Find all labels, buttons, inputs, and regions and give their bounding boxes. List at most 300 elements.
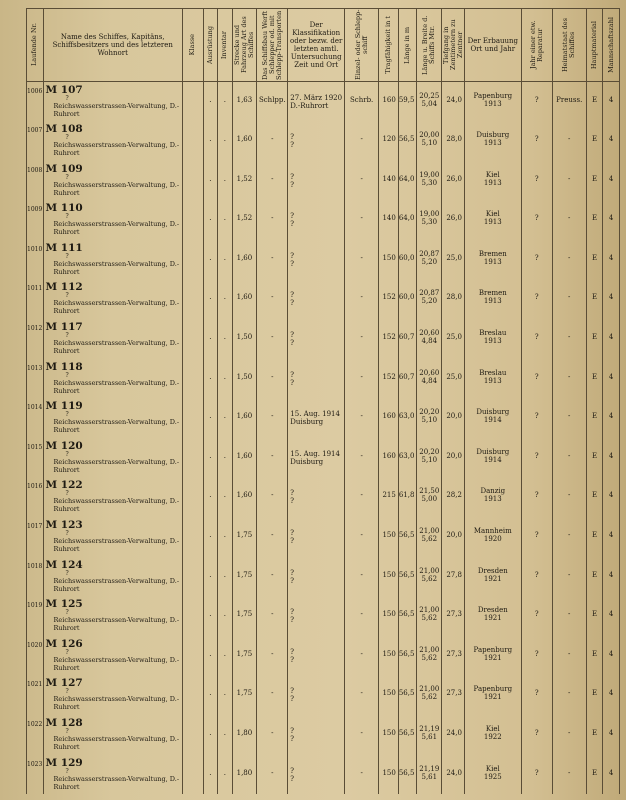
reparatur-value: ?: [534, 491, 539, 500]
header-nr: Laufende Nr.: [30, 23, 39, 67]
klassifikation-place: ?: [290, 537, 295, 546]
breite-value: 20,20: [419, 447, 440, 456]
art-value: -: [360, 372, 363, 381]
reparatur-value: ?: [534, 412, 539, 421]
inventar-value: .: [223, 451, 226, 460]
mannschaft-value: 4: [608, 451, 614, 460]
breite-value-2: 5,10: [421, 139, 438, 148]
header-strecke: Strecke und Fahrzeug Art des Schiffes: [232, 16, 255, 74]
heimat-value: -: [568, 451, 571, 460]
captain-name: ?: [65, 292, 69, 300]
owner-name: Reichswasserstrassen-Verwaltung, D.-Ruhrort: [53, 339, 180, 356]
breite-value: 21,00: [419, 527, 440, 536]
breite-value: 21,19: [419, 725, 440, 733]
tiefgang-value: 26,0: [446, 214, 462, 223]
breite-value: 20,00: [419, 131, 440, 140]
owner-name: Reichswasserstrassen-Verwaltung, D.-Ruhrort: [53, 220, 180, 237]
klassifikation-date: ?: [290, 489, 295, 498]
material-value: E: [591, 491, 598, 500]
tiefgang-value: 25,0: [446, 253, 462, 262]
material-value: E: [591, 649, 598, 658]
tragfaehigkeit-value: 150: [382, 570, 396, 579]
klassifikation-date: 27. März 1920: [290, 94, 343, 102]
breite-value-2: 5,62: [421, 614, 438, 623]
row-number: 1008: [27, 166, 43, 174]
reparatur-value: ?: [534, 253, 539, 262]
werft-value: Schlpp.: [258, 96, 286, 104]
reparatur-value: ?: [534, 214, 539, 223]
row-number: 1019: [27, 602, 43, 610]
ship-name: M 120: [45, 439, 83, 452]
heimat-value: -: [568, 293, 571, 302]
ship-name: M 129: [45, 756, 83, 769]
erbauung-jahr: 1922: [483, 733, 502, 741]
tiefgang-value: 24,0: [446, 768, 462, 777]
tiefgang-value: 27,8: [446, 570, 462, 579]
row-number: 1010: [27, 245, 43, 253]
owner-name: Reichswasserstrassen-Verwaltung, D.-Ruhrort: [53, 537, 180, 554]
mannschaft-value: 4: [608, 372, 614, 381]
reparatur-value: ?: [534, 689, 539, 698]
erbauung-jahr: 1913: [483, 376, 502, 385]
laenge-value: 56,5: [398, 610, 415, 619]
breite-value: 20,87: [419, 249, 440, 258]
inventar-value: .: [223, 412, 226, 421]
captain-name: ?: [65, 530, 69, 538]
ausruestung-value: .: [209, 491, 212, 500]
inventar-value: .: [223, 491, 226, 500]
table-row: [27, 279, 620, 319]
art-value: -: [360, 689, 363, 698]
tiefgang-value: 20,0: [446, 412, 462, 421]
material-value: E: [591, 729, 598, 737]
breite-value: 20,25: [419, 92, 440, 100]
klassifikation-place: ?: [290, 378, 295, 387]
tragfaehigkeit-value: 215: [382, 491, 396, 500]
inventar-value: .: [223, 135, 226, 144]
table-row: [27, 755, 620, 795]
mannschaft-value: 4: [608, 412, 614, 421]
breite-value-2: 5,62: [421, 535, 438, 544]
heimat-value: -: [568, 412, 571, 421]
art-value: -: [360, 174, 363, 183]
header-erbauung: Der Erbauung Ort und Jahr: [467, 37, 519, 53]
breite-value-2: 5,00: [421, 495, 438, 504]
laenge-value: 60,7: [398, 333, 415, 342]
tiefgang-value: 20,0: [446, 531, 462, 540]
breite-value-2: 4,84: [421, 337, 438, 346]
ship-name: M 126: [45, 637, 83, 650]
ausruestung-value: .: [209, 531, 212, 540]
erbauung-ort: Duisburg: [476, 408, 510, 417]
ausruestung-value: .: [209, 689, 212, 698]
werft-value: -: [271, 135, 274, 144]
tragfaehigkeit-value: 150: [382, 531, 396, 540]
heimat-value: -: [568, 174, 571, 183]
strecke-value: 1,52: [236, 174, 253, 183]
tiefgang-value: 24,0: [446, 729, 462, 737]
klassifikation-place: D.-Ruhrort: [290, 102, 329, 110]
ship-name: M 123: [45, 519, 83, 532]
header-laenge: Länge in m: [403, 26, 412, 64]
strecke-value: 1,75: [236, 570, 253, 579]
table-row: [27, 398, 620, 438]
table-row: [27, 161, 620, 201]
art-value: -: [360, 412, 363, 421]
breite-value: 19,00: [419, 170, 440, 179]
table-row: [27, 82, 620, 122]
tragfaehigkeit-value: 150: [382, 253, 396, 262]
heimat-value: -: [568, 570, 571, 579]
laenge-value: 56,5: [398, 570, 415, 579]
captain-name: ?: [65, 688, 69, 696]
tragfaehigkeit-value: 150: [382, 649, 396, 658]
werft-value: -: [271, 610, 274, 619]
reparatur-value: ?: [534, 293, 539, 302]
ship-name: M 117: [45, 321, 83, 334]
ausruestung-value: .: [209, 253, 212, 262]
ship-name: M 122: [45, 479, 83, 492]
ship-name: M 125: [45, 598, 83, 611]
row-number: 1020: [27, 641, 43, 649]
klassifikation-place: ?: [290, 655, 295, 664]
mannschaft-value: 4: [608, 174, 614, 183]
header-tragfaehigkeit: Tragfähigkeit in t: [384, 16, 392, 74]
table-row: [27, 477, 620, 517]
erbauung-jahr: 1913: [483, 218, 502, 227]
breite-value: 21,00: [419, 685, 440, 694]
breite-value: 20,87: [419, 289, 440, 298]
laenge-value: 63,0: [398, 412, 415, 421]
tragfaehigkeit-value: 140: [382, 214, 396, 223]
erbauung-ort: Dresden: [477, 566, 508, 575]
breite-value-2: 5,10: [421, 455, 438, 464]
tragfaehigkeit-value: 140: [382, 174, 396, 183]
erbauung-ort: Papenburg: [473, 685, 513, 694]
erbauung-ort: Kiel: [485, 210, 500, 219]
captain-name: ?: [65, 569, 69, 577]
breite-value: 20,60: [419, 329, 440, 338]
klassifikation-place: ?: [290, 576, 295, 585]
owner-name: Reichswasserstrassen-Verwaltung, D.-Ruhrort: [53, 774, 180, 791]
breite-value-2: 5,62: [421, 693, 438, 702]
table-row: [27, 715, 620, 755]
art-value: -: [360, 531, 363, 540]
erbauung-ort: Breslau: [479, 329, 507, 338]
ausruestung-value: .: [209, 649, 212, 658]
reparatur-value: ?: [534, 570, 539, 579]
header-inventar: Inventar: [220, 30, 229, 60]
inventar-value: .: [223, 372, 226, 381]
art-value: -: [360, 135, 363, 144]
erbauung-jahr: 1913: [483, 139, 502, 148]
tragfaehigkeit-value: 150: [382, 689, 396, 698]
mannschaft-value: 4: [608, 491, 614, 500]
reparatur-value: ?: [534, 768, 539, 777]
tragfaehigkeit-value: 150: [382, 610, 396, 619]
heimat-value: -: [568, 491, 571, 500]
heimat-value: -: [568, 372, 571, 381]
ship-name: M 111: [45, 241, 83, 254]
breite-value: 21,00: [419, 566, 440, 575]
ausruestung-value: .: [209, 610, 212, 619]
breite-value-2: 5,62: [421, 653, 438, 662]
mannschaft-value: 4: [608, 610, 614, 619]
owner-name: Reichswasserstrassen-Verwaltung, D.-Ruhrort: [53, 180, 180, 197]
reparatur-value: ?: [534, 729, 539, 737]
laenge-value: 56,5: [398, 649, 415, 658]
erbauung-jahr: 1913: [483, 495, 502, 504]
table-row: [27, 319, 620, 359]
mannschaft-value: 4: [608, 570, 614, 579]
ship-name: M 107: [45, 84, 83, 96]
erbauung-jahr: 1920: [483, 535, 502, 544]
ausruestung-value: .: [209, 96, 212, 104]
material-value: E: [591, 768, 598, 777]
strecke-value: 1,75: [236, 531, 253, 540]
klassifikation-date: ?: [290, 529, 295, 538]
header-art: Einzel- oder Schlepp-schiff: [353, 9, 369, 81]
klassifikation-place: ?: [290, 299, 295, 308]
ausruestung-value: .: [209, 372, 212, 381]
captain-name: ?: [65, 648, 69, 656]
klassifikation-place: ?: [290, 180, 295, 189]
laenge-value: 56,5: [398, 135, 415, 144]
erbauung-jahr: 1914: [483, 455, 502, 464]
werft-value: -: [271, 570, 274, 579]
tragfaehigkeit-value: 120: [382, 135, 396, 144]
tragfaehigkeit-value: 160: [382, 412, 396, 421]
captain-name: ?: [65, 213, 69, 221]
ship-name: M 119: [45, 400, 83, 413]
row-number: 1017: [27, 523, 43, 531]
material-value: E: [591, 174, 598, 183]
row-number: 1009: [27, 206, 43, 214]
breite-value: 19,00: [419, 210, 440, 219]
laenge-value: 61,8: [398, 491, 415, 500]
erbauung-jahr: 1925: [483, 772, 502, 781]
klassifikation-place: ?: [290, 497, 295, 506]
klassifikation-date: ?: [290, 370, 295, 379]
erbauung-jahr: 1913: [483, 178, 502, 187]
row-number: 1015: [27, 443, 43, 451]
row-number: 1023: [27, 760, 43, 768]
strecke-value: 1,80: [236, 768, 253, 777]
owner-name: Reichswasserstrassen-Verwaltung, D.-Ruhrort: [53, 457, 180, 474]
klassifikation-date: ?: [290, 251, 295, 260]
heimat-value: -: [568, 729, 571, 737]
werft-value: -: [271, 451, 274, 460]
klassifikation-date: ?: [290, 568, 295, 577]
ship-name: M 112: [45, 281, 83, 294]
klassifikation-date: ?: [290, 647, 295, 656]
tiefgang-value: 24,0: [446, 96, 462, 104]
header-klassifikation: Der Klassifikation oder bezw. der letzten amtl. Untersuchung Zeit und Ort: [290, 21, 343, 69]
owner-name: Reichswasserstrassen-Verwaltung, D.-Ruhrort: [53, 616, 180, 633]
werft-value: -: [271, 174, 274, 183]
breite-value-2: 5,20: [421, 297, 438, 306]
klassifikation-date: ?: [290, 172, 295, 181]
captain-name: ?: [65, 371, 69, 379]
tiefgang-value: 25,0: [446, 372, 462, 381]
reparatur-value: ?: [534, 531, 539, 540]
header-mannschaft: Mannschaftszahl: [606, 17, 615, 73]
klassifikation-place: ?: [290, 259, 295, 268]
klassifikation-place: ?: [290, 774, 295, 783]
row-number: 1007: [27, 127, 43, 135]
ausruestung-value: .: [209, 214, 212, 223]
strecke-value: 1,75: [236, 610, 253, 619]
heimat-value: -: [568, 689, 571, 698]
erbauung-ort: Papenburg: [473, 645, 513, 654]
art-value: -: [360, 491, 363, 500]
strecke-value: 1,75: [236, 689, 253, 698]
ship-name: M 110: [45, 202, 83, 215]
tragfaehigkeit-value: 150: [382, 768, 396, 777]
ship-name: M 124: [45, 558, 83, 571]
erbauung-jahr: 1921: [483, 614, 502, 623]
strecke-value: 1,80: [236, 729, 253, 737]
art-value: -: [360, 768, 363, 777]
row-number: 1021: [27, 681, 43, 689]
heimat-value: -: [568, 768, 571, 777]
strecke-value: 1,60: [236, 491, 253, 500]
art-value: -: [360, 451, 363, 460]
heimat-value: -: [568, 610, 571, 619]
mannschaft-value: 4: [608, 96, 614, 104]
klassifikation-date: ?: [290, 331, 295, 340]
header-material: Hauptmaterial: [590, 20, 599, 70]
breite-value-2: 5,62: [421, 574, 438, 583]
breite-value: 21,50: [419, 487, 440, 496]
klassifikation-place: Duisburg: [290, 457, 324, 466]
ausruestung-value: .: [209, 729, 212, 737]
werft-value: -: [271, 214, 274, 223]
table-row: [27, 438, 620, 478]
strecke-value: 1,60: [236, 293, 253, 302]
breite-value-2: 5,20: [421, 257, 438, 266]
ausruestung-value: .: [209, 174, 212, 183]
captain-name: ?: [65, 134, 69, 142]
header-breite: Länge u. Breite d. Schiffs Mtr.: [421, 15, 437, 75]
table-row: [27, 359, 620, 399]
klassifikation-place: ?: [290, 220, 295, 229]
erbauung-jahr: 1913: [483, 337, 502, 346]
reparatur-value: ?: [534, 174, 539, 183]
breite-value: 21,00: [419, 645, 440, 654]
table-row: [27, 596, 620, 636]
klassifikation-place: ?: [290, 735, 295, 743]
material-value: E: [591, 531, 598, 540]
row-number: 1011: [27, 285, 43, 293]
owner-name: Reichswasserstrassen-Verwaltung, D.-Ruhrort: [53, 735, 180, 751]
klassifikation-date: ?: [290, 133, 295, 142]
owner-name: Reichswasserstrassen-Verwaltung, D.-Ruhrort: [53, 299, 180, 316]
inventar-value: .: [223, 293, 226, 302]
captain-name: ?: [65, 252, 69, 260]
laenge-value: 60,0: [398, 253, 415, 262]
ausruestung-value: .: [209, 293, 212, 302]
ausruestung-value: .: [209, 135, 212, 144]
breite-value: 20,60: [419, 368, 440, 377]
werft-value: -: [271, 491, 274, 500]
inventar-value: .: [223, 610, 226, 619]
klassifikation-date: ?: [290, 291, 295, 300]
tiefgang-value: 28,0: [446, 293, 462, 302]
werft-value: -: [271, 649, 274, 658]
inventar-value: .: [223, 768, 226, 777]
tiefgang-value: 27,3: [446, 649, 462, 658]
tiefgang-value: 27,3: [446, 689, 462, 698]
erbauung-ort: Kiel: [485, 170, 500, 179]
header-heimat: Heimatstaat des Schiffes: [561, 18, 577, 72]
owner-name: Reichswasserstrassen-Verwaltung, D.-Ruhrort: [53, 378, 180, 395]
header-name: Name des Schiffes, Kapitäns, Schiffsbesitzers und des letzteren Wohnort: [52, 33, 173, 57]
breite-value-2: 4,84: [421, 376, 438, 385]
laenge-value: 64,0: [398, 214, 415, 223]
inventar-value: .: [223, 96, 226, 104]
heimat-value: -: [568, 531, 571, 540]
ship-name: M 118: [45, 360, 83, 373]
erbauung-jahr: 1914: [483, 416, 502, 425]
reparatur-value: ?: [534, 135, 539, 144]
owner-name: Reichswasserstrassen-Verwaltung, D.-Ruhrort: [53, 695, 180, 712]
inventar-value: .: [223, 333, 226, 342]
werft-value: -: [271, 372, 274, 381]
werft-value: -: [271, 768, 274, 777]
laenge-value: 59,5: [398, 96, 415, 104]
captain-name: ?: [65, 767, 69, 775]
mannschaft-value: 4: [608, 729, 614, 737]
header-ausruestung: Ausrüstung: [205, 26, 214, 64]
erbauung-ort: Danzig: [480, 487, 506, 496]
heimat-value: -: [568, 214, 571, 223]
art-value: -: [360, 610, 363, 619]
row-number: 1012: [27, 325, 43, 333]
table-row: [27, 557, 620, 597]
captain-name: ?: [65, 609, 69, 617]
captain-name: ?: [65, 411, 69, 419]
inventar-value: .: [223, 214, 226, 223]
table-row: [27, 636, 620, 676]
mannschaft-value: 4: [608, 531, 614, 540]
mannschaft-value: 4: [608, 214, 614, 223]
reparatur-value: ?: [534, 649, 539, 658]
header-row: [27, 9, 620, 82]
material-value: E: [591, 333, 598, 342]
captain-name: ?: [65, 450, 69, 458]
erbauung-ort: Kiel: [485, 725, 500, 733]
laenge-value: 63,0: [398, 451, 415, 460]
ausruestung-value: .: [209, 412, 212, 421]
klassifikation-date: ?: [290, 727, 295, 735]
ship-name: M 109: [45, 162, 83, 175]
captain-name: ?: [65, 95, 69, 102]
strecke-value: 1,63: [236, 96, 253, 104]
strecke-value: 1,50: [236, 333, 253, 342]
inventar-value: .: [223, 570, 226, 579]
tragfaehigkeit-value: 150: [382, 729, 396, 737]
table-row: [27, 240, 620, 280]
tragfaehigkeit-value: 152: [382, 333, 396, 342]
erbauung-ort: Bremen: [478, 289, 507, 298]
laenge-value: 56,5: [398, 531, 415, 540]
ausruestung-value: .: [209, 768, 212, 777]
material-value: E: [591, 451, 598, 460]
tiefgang-value: 20,0: [446, 451, 462, 460]
mannschaft-value: 4: [608, 293, 614, 302]
erbauung-ort: Dresden: [477, 606, 508, 615]
